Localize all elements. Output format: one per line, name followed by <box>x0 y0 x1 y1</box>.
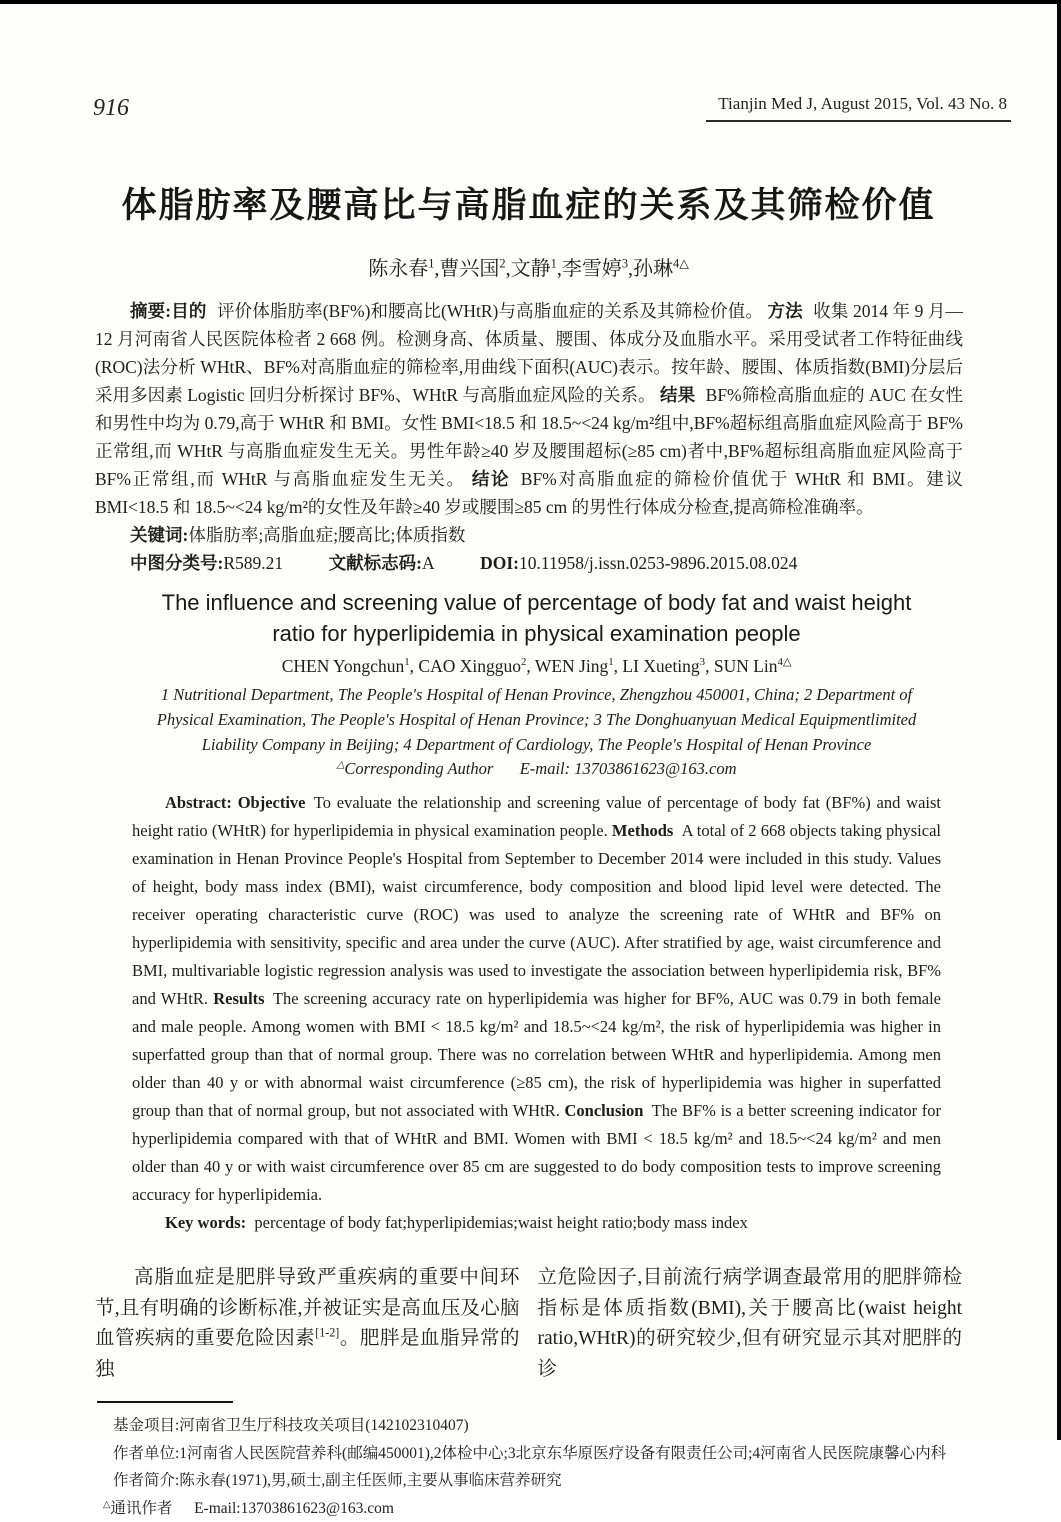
author-en-4-affil-mark: 3 <box>700 656 705 668</box>
document-code <box>329 553 435 573</box>
author-en-1-affil-mark: 1 <box>404 656 409 668</box>
footnote-corresponding-email: E-mail:13703861623@163.com <box>194 1500 394 1517</box>
page-number: 916 <box>93 95 129 122</box>
abstract-en-objective-text: To evaluate the relationship and screening value of percentage of body fat (BF%) and waist height ratio (WHtR) for hyperlipidemia in physical examination people. <box>132 793 941 840</box>
abstract-zh-paragraph <box>95 297 963 521</box>
affiliations-en: 1 Nutritional Department, The People's Hospital of Henan Province, Zhengzhou 450001, China; 2 Department of Physical Examination, The People's Hospital of Henan Province; 3 The Donghuanyuan Medical Equipmentlimited Liability Company in Beijing; 4 Department of Cardiology, The People's Hospital of Henan Province <box>132 682 941 757</box>
abstract-zh-results-text: BF%筛检高脂血症的 AUC 在女性和男性中均为 0.79,高于 WHtR 和 BMI。女性 BMI<18.5 和 18.5~<24 kg/m²组中,BF%超标组高脂血症风险高于 BF%正常组,而 WHtR 与高脂血症发生无关。男性年龄≥40 岁及腰围超标(≥85 cm)者中,BF%超标组高脂血症风险高于 BF%正常组,而 WHtR 与高脂血症发生无关。 <box>95 385 963 489</box>
author-zh-1-affil-mark: 1 <box>428 256 434 270</box>
abstract-zh-results-label: 结果 <box>660 385 695 405</box>
abstract-zh-objective-text: 评价体脂肪率(BF%)和腰高比(WHtR)与高脂血症的关系及其筛检价值。 <box>217 301 763 321</box>
abstract-zh-conclusion-text: BF%对高脂血症的筛检价值优于 WHtR 和 BMI。建议 BMI<18.5 和 18.5~<24 kg/m²的女性及年龄≥40 岁或腰围≥85 cm 的男性行体成分检查,提高筛检准确率。 <box>95 469 963 517</box>
author-zh-4: ,李雪婷 <box>557 258 622 280</box>
page-header <box>0 94 1057 122</box>
corresponding-author-line <box>132 759 941 779</box>
keywords-en-text: percentage of body fat;hyperlipidemias;waist height ratio;body mass index <box>254 1213 748 1232</box>
author-en-4: , LI Xueting <box>614 656 700 676</box>
document-code-value: A <box>422 553 435 573</box>
doi-value: 10.11958/j.issn.0253-9896.2015.08.024 <box>519 553 797 573</box>
footnote-corresponding <box>97 1495 977 1522</box>
body-left-text: 高脂血症是肥胖导致严重疾病的重要中间环节,且有明确的诊断标准,并被证实是高血压及心脑血管疾病的重要危险因素 <box>95 1267 520 1349</box>
paper-title-zh: 体脂肪率及腰高比与高脂血症的关系及其筛检价值 <box>40 178 1017 228</box>
keywords-zh-text: 体脂肪率;高脂血症;腰高比;体质指数 <box>188 525 465 545</box>
abstract-zh-objective-label: 摘要:目的 <box>130 301 206 321</box>
abstract-en-conclusion-text: The BF% is a better screening indicator for hyperlipidemia compared with that of WHtR and BMI. Women with BMI < 18.5 kg/m² and 18.5~<24 kg/m² and men older than 40 y or with waist circumference over 85 cm are suggested to do body composition tests to improve screening accuracy for hyperlipidemia. <box>132 1101 941 1204</box>
abstract-en-objective-label: Abstract: Objective <box>165 793 306 812</box>
english-section <box>132 587 941 1237</box>
author-en-3: , WEN Jing <box>526 656 608 676</box>
abstract-zh <box>95 297 963 577</box>
author-zh-1: 陈永春 <box>368 258 428 280</box>
corresponding-author-label: Corresponding Author <box>344 759 493 778</box>
keywords-zh-line <box>95 521 963 549</box>
author-en-1: CHEN Yongchun <box>282 656 405 676</box>
abstract-en <box>132 789 941 1209</box>
abstract-en-results-label: Results <box>213 989 264 1008</box>
author-en-3-affil-mark: 1 <box>608 656 613 668</box>
author-zh-4-affil-mark: 3 <box>622 256 628 270</box>
author-zh-3-affil-mark: 1 <box>551 256 557 270</box>
abstract-en-methods-label: Methods <box>612 821 673 840</box>
keywords-zh-label: 关键词: <box>130 525 188 545</box>
author-en-2: , CAO Xingguo <box>410 656 521 676</box>
citation-ref: [1-2] <box>315 1326 339 1340</box>
abstract-en-methods-text: A total of 2 668 objects taking physical examination in Henan Province People's Hospital from September to December 2014 were included in this study. Values of height, body mass index (BMI), waist circumference, body composition and blood lipid level were detected. The receiver operating characteristic curve (ROC) was used to analyze the screening rate of WHtR and BF% on hyperlipidemia with sensitivity, specific and area under the curve (AUC). After stratified by age, waist circumference and BMI, multivariable logistic regression analysis was used to investigate the association between hyperlipidemia risk, BF% and WHtR. <box>132 821 941 1008</box>
author-en-5-affil-mark: 4△ <box>778 656 792 668</box>
abstract-zh-methods-label: 方法 <box>767 301 802 321</box>
abstract-zh-conclusion-label: 结论 <box>472 469 510 489</box>
paper-title-en: The influence and screening value of percentage of body fat and waist height ratio for hyperlipidemia in physical examination people <box>138 587 935 649</box>
footnote-bio: 作者简介:陈永春(1971),男,硕士,副主任医师,主要从事临床营养研究 <box>97 1467 977 1495</box>
authors-en <box>132 656 941 677</box>
author-zh-2: ,曹兴国 <box>434 258 499 280</box>
footnote-divider <box>97 1401 233 1403</box>
clc-line <box>95 549 963 577</box>
author-zh-3: ,文静 <box>506 258 551 280</box>
footnote-corresponding-label: 通讯作者 <box>110 1500 172 1517</box>
clc-number-value: R589.21 <box>223 553 283 573</box>
author-en-5: , SUN Lin <box>705 656 777 676</box>
abstract-zh-methods-text: 收集 2014 年 9 月—12 月河南省人民医院体检者 2 668 例。检测身高、体质量、腰围、体成分及血脂水平。采用受试者工作特征曲线(ROC)法分析 WHtR、BF%对高脂血症的筛检率,用曲线下面积(AUC)表示。按年龄、腰围、体质指数(BMI)分层后采用多因素 Logistic 回归分析探讨 BF%、WHtR 与高脂血症风险的关系。 <box>95 301 963 405</box>
footnote-fund: 基金项目:河南省卫生厅科技攻关项目(142102310407) <box>97 1412 977 1440</box>
abstract-en-results-text: The screening accuracy rate on hyperlipidemia was higher for BF%, AUC was 0.79 in both female and male people. Among women with BMI < 18.5 kg/m² and 18.5~<24 kg/m², the risk of hyperlipidemia was higher in superfatted group than that of normal group. There was no correlation between WHtR and hyperlipidemia. Among men older than 40 y or with abnormal waist circumference (≥85 cm), the risk of hyperlipidemia was higher in superfatted group than that of normal group, but not associated with WHtR. <box>132 989 941 1120</box>
corresponding-author-email: E-mail: 13703861623@163.com <box>520 759 737 778</box>
doi <box>480 553 797 573</box>
footnote-corresponding-mark: △ <box>103 1498 110 1509</box>
keywords-en-label: Key words: <box>165 1213 246 1232</box>
body-text <box>95 1263 962 1385</box>
authors-zh <box>0 252 1057 281</box>
body-left-tail: 。肥胖是血脂异常的独 <box>95 1328 520 1380</box>
footnote-affiliation: 作者单位:1河南省人民医院营养科(邮编450001),2体检中心;3北京东华原医疗设备有限责任公司;4河南省人民医院康馨心内科 <box>97 1440 977 1468</box>
body-column-right: 立危险因子,目前流行病学调查最常用的肥胖筛检指标是体质指数(BMI),关于腰高比(waist height ratio,WHtR)的研究较少,但有研究显示其对肥胖的诊 <box>538 1263 963 1385</box>
body-column-left <box>95 1263 520 1385</box>
clc-number-label: 中图分类号: <box>130 553 223 573</box>
doi-label: DOI: <box>480 553 519 573</box>
author-zh-5: ,孙琳 <box>628 258 673 280</box>
document-code-label: 文献标志码: <box>329 553 422 573</box>
author-zh-5-affil-mark: 4△ <box>673 256 689 270</box>
author-zh-2-affil-mark: 2 <box>499 256 505 270</box>
abstract-en-conclusion-label: Conclusion <box>565 1101 644 1120</box>
author-en-2-affil-mark: 2 <box>521 656 526 668</box>
keywords-en-line <box>132 1209 941 1237</box>
clc-number <box>130 553 283 573</box>
journal-citation: Tianjin Med J, August 2015, Vol. 43 No. 8 <box>706 94 1011 122</box>
corresponding-author-mark: △ <box>336 760 344 771</box>
footnotes <box>97 1401 977 1522</box>
